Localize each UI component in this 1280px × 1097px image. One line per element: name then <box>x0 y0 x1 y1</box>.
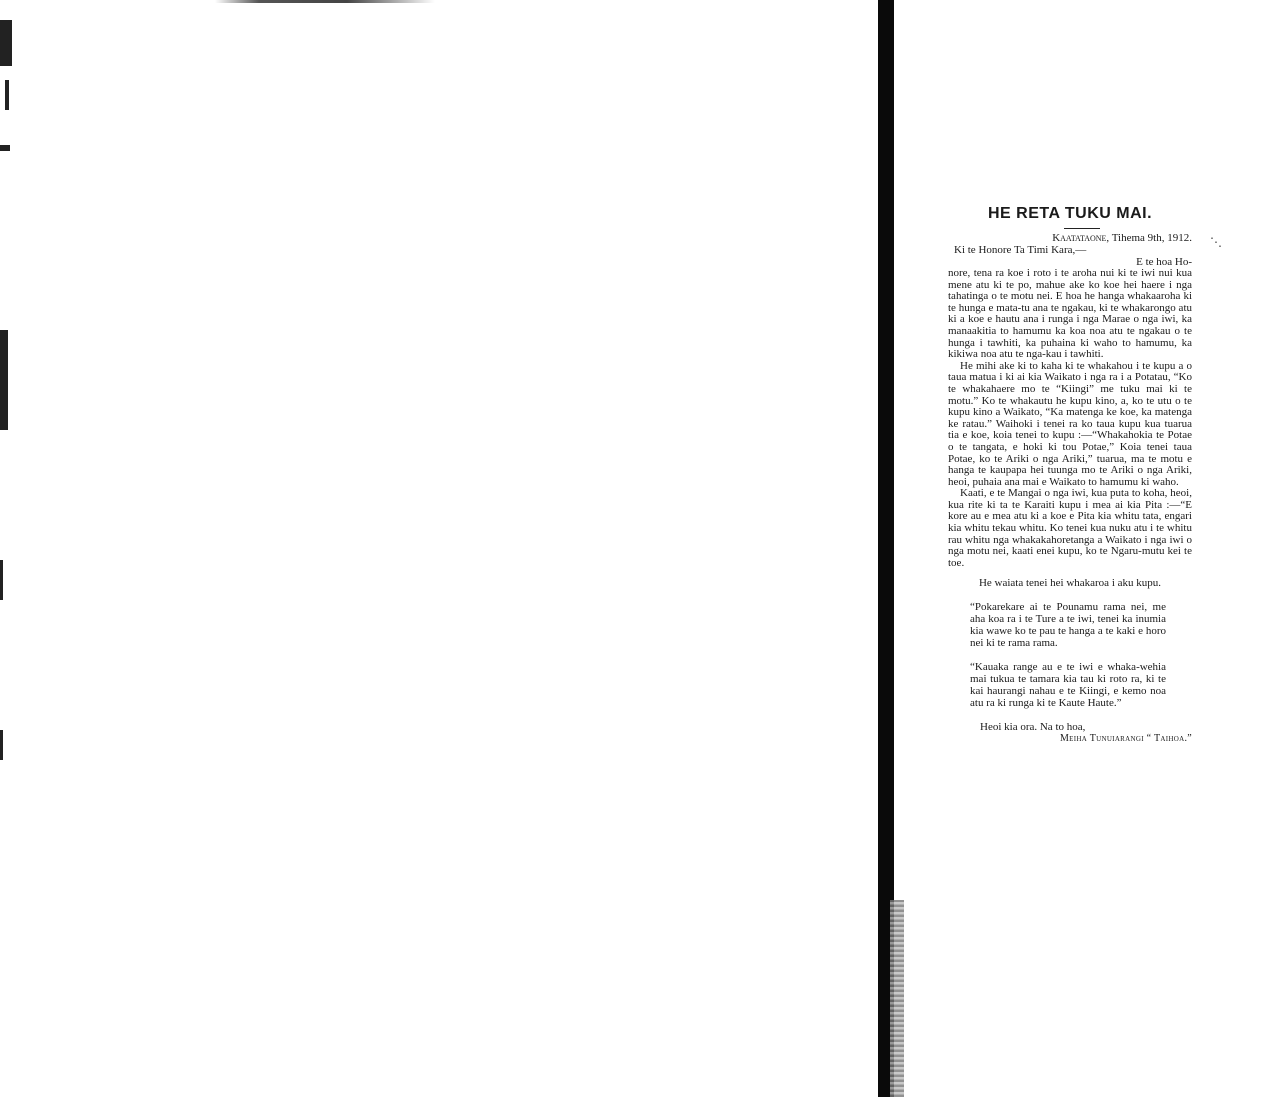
verse-intro: He waiata tenei hei whakaroa i aku kupu. <box>978 577 1162 590</box>
dateline-place: Kaatataone, <box>1052 232 1110 244</box>
signoff: Heoi kia ora. Na to hoa, <box>980 721 1086 734</box>
dateline <box>948 232 1192 244</box>
scan-top-line <box>215 0 435 3</box>
scan-specks: ⋱ <box>1210 235 1222 249</box>
signature: Meiha Tunuiarangi “ Taihoa.” <box>1059 733 1192 745</box>
title-rule <box>1064 228 1100 229</box>
title-rule-wrap <box>948 228 1192 232</box>
scan-left-edge <box>0 0 14 1097</box>
paragraph-1: nore, tena ra koe i roto i te aroha nui ki te iwi nui kua mene atu ki te po, mahue ake ko koe hei haere i nga tahatinga o te motu nei. E hoa he hanga whakaaroha ki te hunga e mata-tu ana te ngakau, ki te whakarongo atu ki a koe e hautu ana i runga i nga Marae o nga iwi, ka manaakitia to hamumu ka koa noa atu te ngakau o te hunga i tawhiti, ka puhaina ki waho to hamumu, ka kikiwa noa atu te nga-kau i tawhiti. <box>948 267 1192 361</box>
verse-1: “Pokarekare ai te Pounamu rama nei, me aha koa ra i te Ture a te iwi, tenei ka inumia kia wawe ko te pau te hanga a te kaki e horo nei ki te rama rama. <box>970 601 1166 650</box>
opening-line: E te hoa Ho- <box>1136 256 1192 268</box>
letter-article <box>948 205 1192 745</box>
paragraph-2: He mihi ake ki to kaha ki te whakahou i te kupu a o taua matua i ki ai kia Waikato i nga ra i a Potatau, “Ko te whakahaere mo te “Kiingi” me tuku mai ki te motu.” Ko te whakautu he kupu kino, a, ko te utu o te kupu kino a Waikato, “Ka matenga ke koe, ka matenga ke ratau.” Waihoki i tenei ra ko taua kupu kua tuarua tia e koe, koia tenei to kupu :—“Whakahokia te Potae o te tangata, e hoki ki tou Potae,” Koia tenei taua Potae, ko te Ariki o nga Ariki,” tuarua, ma te motu e hanga te kaupapa hei tuunga mo te Ariki o nga Ariki, heoi, puhaia ana mai e Waikato to hamumu ki waho. <box>948 359 1192 488</box>
dateline-date: Tihema 9th, 1912. <box>1109 232 1192 244</box>
salutation: Ki te Honore Ta Timi Kara,— <box>954 244 1087 256</box>
verse-2: “Kauaka range au e te iwi e whaka-wehia mai tukua te tamara kia tau ki roto ra, ki te kai haurangi nahau e te Kiingi, e kemo noa atu ra ki runga ki te Kaute Haute.” <box>970 661 1166 710</box>
spine-fade <box>890 900 904 1097</box>
paragraph-3: Kaati, e te Mangai o nga iwi, kua puta to koha, heoi, kua rite ki ta te Karaiti kupu i mea ai kia Pita :—“E kore au e mea atu ki a koe e Pita kia whitu tata, engari kia whitu tekau whitu. Ko tenei kua nuku atu i te whitu rau whitu nga whakakahoretanga a Waikato i nga iwi o nga motu nei, kaati enei kupu, ko te Ngaru-mutu kei te toe. <box>948 487 1192 569</box>
article-title: HE RETA TUKU MAI. <box>987 205 1153 222</box>
